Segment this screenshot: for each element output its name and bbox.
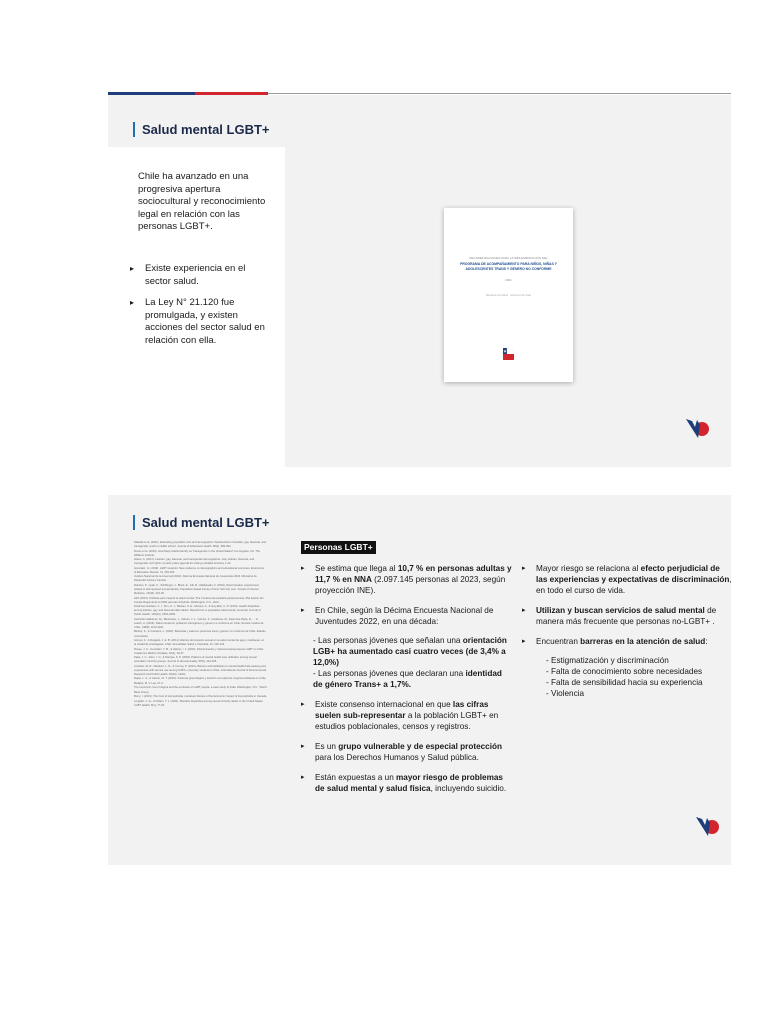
slide-1 — [108, 92, 731, 467]
reference-item: Statistik et al. (2021). Estimating population size and demographic characteristics of lesbian, gay, bisexual, and transgender youth in middle school. Journal of Adolescent Health, 68(2), 386-394. — [134, 541, 266, 549]
reference-item: Loughlin, C. E., & Patton, T. J. (2021). Mortality disparities among sexual minority adults in the United States. LGBT Health, 8(1), 77-93. — [134, 699, 264, 707]
section-tag: Personas LGBT+ — [301, 541, 376, 554]
bullet-item — [301, 741, 513, 763]
top-bar-blue-segment — [108, 92, 195, 95]
bullet-text: Existe consenso internacional en que — [315, 700, 453, 709]
reference-item: Burry, I. (2001). The Cost of Homophobia. Literature Review of the Economic Impact of Homophobia in Canada. — [134, 695, 267, 699]
top-bar-red-segment — [195, 92, 268, 95]
slide-2 — [108, 495, 731, 865]
intro-paragraph: Chile ha avanzado en una progresiva apertura sociocultural y reconocimiento legal en relación con las personas LGBT+. — [138, 171, 266, 232]
bullet-highlight: grupo vulnerable y de especial protección — [338, 742, 503, 751]
bullet-column-right — [522, 563, 732, 708]
bullet-text: , incluyendo suicidio. — [430, 784, 507, 793]
bullet-text: a la población LGBT+ en estudios poblacionales, censos y registros. — [315, 711, 499, 731]
reference-item: Instituto Nacional de la Juventud (2022). Décima Encuesta Nacional de Juventudes 2022. Ministerio de Desarrollo Social y Familia. — [134, 575, 257, 583]
bullet-text: Se estima que llega al — [315, 564, 398, 573]
bullet-text: (2.097.145 personas al 2023, según proyección INE). — [315, 575, 506, 595]
bullet-highlight: 10,7 % en personas adultas y 11,7 % en NNA — [315, 564, 512, 584]
reference-item: Patel, J. C., Alam, I. O., & Pandya, S. P. (2018). Patterns of mental health care utilization among sexual orientation minority groups. Journal of Homosexuality, 65(2), 242-265. — [134, 656, 257, 664]
bullet-item: ▸ Existe experiencia en el sector salud. — [130, 263, 270, 288]
bullet-text: : — [705, 637, 708, 646]
reference-item: Rojas, L. S., & Carron, M. T. (2022). Violencia ginecológica y derecho a la salud de mujeres lesbianas en Chile. — [134, 677, 267, 681]
bullet-text: de manera más frecuente que personas no-LGBT+ . — [536, 606, 717, 626]
cover-subtitle: Ministerio de Salud · Gobierno de Chile — [485, 294, 532, 297]
bullet-item — [301, 772, 513, 794]
bullet-list — [130, 263, 270, 356]
bullet-highlight: efecto perjudicial de las experiencias y expectativas de discriminación — [536, 564, 730, 584]
bullet-item — [301, 699, 513, 732]
reference-item: Gates, G. (2011). Lesbian, gay, bisexual, and transgender demographics. Gay, lesbian, bisexual, and transgender civil rights: A public policy agenda for uniting a divided America, 1-22. — [134, 558, 254, 566]
reference-item: Flores et al. (2016). How Many Adults Identify as Transgender in the United States? Los Angeles, CA: The Williams Institute. — [134, 549, 261, 557]
sub-item — [313, 635, 513, 668]
bullet-highlight: Utilizan y buscan servicios de salud mental — [536, 606, 705, 615]
reference-item: Gonzalez, G. (2019). LGBT students: New evidence on demographics and educational outcomes. Economics of Education Review, 72, 253-265. — [134, 566, 265, 574]
top-color-bar — [108, 92, 731, 95]
bullet-text: Es un — [315, 742, 339, 751]
slide-title: Salud mental LGBT+ — [133, 515, 270, 530]
sub-list — [313, 635, 513, 690]
sub-item-highlight: orientación LGB+ ha aumentado casi cuatro veces (de 3,4% a 12,0%) — [313, 636, 507, 667]
bullet-text: Encuentran — [536, 637, 581, 646]
reference-item: Budgett, M. V. Lee, M. A. — [134, 681, 164, 685]
bullet-text: En Chile, según la Décima Encuesta Nacional de Juventudes 2022, en una década: — [315, 606, 494, 626]
reference-item: Crockett, W. R., Martinez, L. R., & Conroy, P. (2021). Barriers and facilitators to mental health help-seeking and experiences with service use among LGBT+ university students in Chile. International Journal of Environmental Research and Public Health, 18(24), 13221. — [134, 664, 267, 676]
barriers-list — [546, 655, 732, 699]
reference-item: The economic cost of stigma and the exclusion of LGBT people: a case study of India. Washington, D.C.: World Bank Group. — [134, 686, 267, 694]
bullet-item — [522, 563, 732, 596]
reference-item: Rosas, J. G., Gonzalez, T. M., & Valerio, I. J. (2022). Discriminación y violencia hacia jóvenes LGBT en Chile. Cuadernos Médico Sociales, 62(1), 39-47. — [134, 647, 264, 655]
ministry-logo-icon — [695, 813, 721, 839]
cover-heading: RECOMENDACIONES PARA LA IMPLEMENTACIÓN DEL — [469, 256, 548, 260]
references-list — [134, 541, 267, 708]
reference-item: Roberts, P., Hyde, K., Schillinger, J., Block, E., Gill, R., Maldonado, F. (2004). Discrimination experienced related to self-reported sexual identity. Population-based survey of New York City men. Annals of Internal Medicine, 140(6), 416-25. — [134, 583, 259, 596]
ministry-logo-icon — [685, 415, 711, 441]
cover-year: 2021 — [505, 278, 512, 282]
bullet-text: , en todo el curso de vida. — [536, 575, 732, 595]
bullet-item: ▸ La Ley N° 21.120 fue promulgada, y existen acciones del sector salud en relación con ella. — [130, 297, 270, 347]
sub-item-text: - Las personas jóvenes que señalan una — [313, 636, 463, 645]
bullet-text: para los Derechos Humanos y Salud pública. — [315, 753, 479, 762]
barrier-item: - Falta de sensibilidad hacia su experiencia — [546, 678, 703, 687]
bullet-item — [301, 563, 513, 596]
slide-title: Salud mental LGBT+ — [133, 122, 270, 137]
bullet-text: Mayor riesgo se relaciona al — [536, 564, 641, 573]
bullet-item — [301, 605, 513, 690]
bullet-text: Están expuestas a un — [315, 773, 397, 782]
reference-item: Gómez, F., & Delgado, J. E. B. (2011). Efectos del prejuicio sexual en la salud mental de gays y lesbianas, en la ciudad de Antofagasta, Chile. Sexualidad, Salud y Sociedad, 10, 100-123. — [134, 639, 265, 647]
reference-item: HFF (2013). Políticas para mejorar la salud mental. 57a Conferencia sanitaria panamericana. 65a Sesión del Comité Regional de la OMS para las Américas. Washington, D.C., EUA. — [134, 596, 264, 604]
reference-item: Aschiotis Galdames, M., Barrientos, J., Jaimes, J. L., Gómez, F., Cárdenas, M., Espinoza-Tapia, R., ... & Lukich, A. (2023). Salud mental en población transgénero y género no conforme en Chile. Revista médica de Chile, 148(8), 1113-1120. — [134, 617, 264, 629]
bullet-highlight: las cifras suelen sub-representar — [315, 700, 489, 720]
bullet-highlight: mayor riesgo de problemas de salud mental y salud física — [315, 773, 503, 793]
top-bar-rule — [268, 93, 731, 94]
reference-item: Friedman Goldsen, K. I., Kim, H. J., Barkan, S. E., Muraco, A., & Hoy-Ellis, C. P. (2013). Health disparities among lesbian, gay, and bisexual older adults: Results from a population-based study. American Journal of Public Health, 103(10), 1802-1809. — [134, 605, 261, 617]
barrier-item: - Violencia — [546, 689, 585, 698]
bullet-item — [522, 636, 732, 699]
cover-title: PROGRAMA DE ACOMPAÑAMIENTO PARA NIÑOS, NIÑAS Y ADOLESCENTES TRANS Y GÉNERO NO CONFORME — [460, 262, 557, 271]
bullet-highlight: barreras en la atención de salud — [580, 637, 706, 646]
bullet-item — [522, 605, 732, 627]
chile-government-emblem — [503, 348, 514, 360]
sub-item — [313, 668, 513, 690]
sub-item-text: - Las personas jóvenes que declaran una — [313, 669, 466, 678]
barrier-item: - Falta de conocimiento sobre necesidades — [546, 667, 703, 676]
reference-item: Bishop, K., & Carrasco, L. (2022). Bienestar y salud en personas trans y género no conforme de Chile. Estudio comunitario. — [134, 630, 266, 638]
barrier-item: - Estigmatización y discriminación — [546, 656, 669, 665]
bullet-column-left — [301, 563, 513, 803]
sub-item-highlight: identidad de género Trans+ a 1,7%. — [313, 669, 502, 689]
document-cover-image — [444, 208, 573, 382]
